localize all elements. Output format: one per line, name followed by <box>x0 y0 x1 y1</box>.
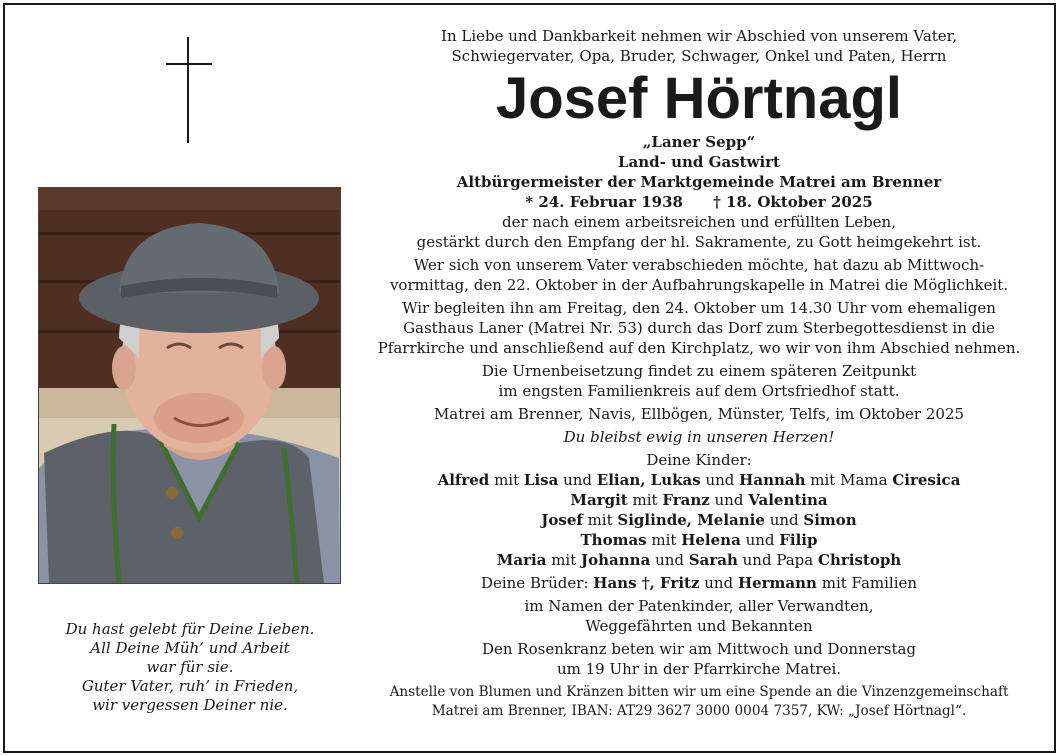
office: Altbürgermeister der Marktgemeinde Matrei am Brenner <box>456 173 942 191</box>
godchildren-line: im Namen der Patenkinder, aller Verwandten, <box>524 597 874 615</box>
rosary-line: um 19 Uhr in der Pfarrkirche Matrei. <box>556 660 842 678</box>
connector-text: mit <box>646 531 682 549</box>
family-name: Helena <box>681 531 741 549</box>
funeral-line: Wir begleiten ihn am Freitag, den 24. Oktober um 14.30 Uhr vom ehemaligen <box>402 299 996 317</box>
family-name: Franz <box>662 491 710 509</box>
connector-text: mit Mama <box>805 471 893 489</box>
nickname: „Laner Sepp“ <box>642 133 756 151</box>
children-row <box>374 470 1024 490</box>
family-name: Johanna <box>581 551 651 569</box>
poem-line: wir vergessen Deiner nie. <box>92 696 288 714</box>
family-name: Margit <box>570 491 628 509</box>
profession: Land- und Gastwirt <box>618 153 780 171</box>
motto: Du bleibst ewig in unseren Herzen! <box>563 428 835 446</box>
passing-line: gestärkt durch den Empfang der hl. Sakramente, zu Gott heimgekehrt ist. <box>416 233 982 251</box>
poem-line: Du hast gelebt für Deine Lieben. <box>65 620 315 638</box>
children-row <box>374 530 1024 550</box>
godchildren-line: Weggefährten und Bekannten <box>585 617 813 635</box>
family-name: Valentina <box>748 491 828 509</box>
connector-text: mit Familien <box>816 574 918 592</box>
funeral-line: Gasthaus Laner (Matrei Nr. 53) durch das Dorf zum Sterbegottesdienst in die <box>403 319 995 337</box>
poem-line: war für sie. <box>146 658 234 676</box>
portrait-photo <box>38 187 341 584</box>
death-date: † 18. Oktober 2025 <box>712 193 873 211</box>
connector-text: und Papa <box>737 551 818 569</box>
family-name: Josef <box>541 511 583 529</box>
children-list <box>374 470 1024 570</box>
urn-line: im engsten Familienkreis auf dem Ortsfriedhof statt. <box>498 382 900 400</box>
family-name: Alfred <box>437 471 490 489</box>
children-row <box>374 510 1024 530</box>
birth-date: * 24. Februar 1938 <box>525 193 683 211</box>
viewing-line: vormittag, den 22. Oktober in der Aufbahrungskapelle in Matrei die Möglichkeit. <box>389 276 1009 294</box>
viewing-line: Wer sich von unserem Vater verabschieden möchte, hat dazu ab Mittwoch- <box>413 256 985 274</box>
connector-text: und <box>709 491 749 509</box>
deceased-name: Josef Hörtnagl <box>495 66 903 131</box>
family-name: Filip <box>779 531 818 549</box>
children-row <box>374 490 1024 510</box>
connector-text: und <box>700 471 740 489</box>
connector-text: und <box>740 531 780 549</box>
family-name: Thomas <box>580 531 647 549</box>
connector-text: Deine Brüder: <box>480 574 594 592</box>
place-date: Matrei am Brenner, Navis, Ellbögen, Münster, Telfs, im Oktober 2025 <box>433 405 965 423</box>
connector-text: und <box>764 511 804 529</box>
family-name: Hans †, Fritz <box>593 574 700 592</box>
urn-line: Die Urnenbeisetzung findet zu einem späteren Zeitpunkt <box>481 362 917 380</box>
connector-text: mit <box>546 551 582 569</box>
passing-line: der nach einem arbeitsreichen und erfüllten Leben, <box>501 213 896 231</box>
connector-text: mit <box>489 471 524 489</box>
poem-line: All Deine Müh’ und Arbeit <box>90 639 290 657</box>
children-heading: Deine Kinder: <box>646 451 752 469</box>
family-name: Ciresica <box>892 471 961 489</box>
family-name: Lisa <box>523 471 559 489</box>
notice-text <box>374 26 1024 721</box>
life-dates <box>374 192 1024 212</box>
intro-line: Schwiegervater, Opa, Bruder, Schwager, Onkel und Paten, Herrn <box>451 47 947 65</box>
family-name: Christoph <box>818 551 902 569</box>
connector-text: mit <box>582 511 618 529</box>
connector-text: und <box>650 551 689 569</box>
donation-line: Anstelle von Blumen und Kränzen bitten wir um eine Spende an die Vinzenzgemeinschaft <box>389 684 1009 700</box>
intro-line: In Liebe und Dankbarkeit nehmen wir Abschied von unserem Vater, <box>441 27 957 45</box>
children-row <box>374 550 1024 570</box>
family-name: Maria <box>496 551 547 569</box>
connector-text: und <box>699 574 738 592</box>
family-name: Siglinde, Melanie <box>617 511 765 529</box>
poem-line: Guter Vater, ruh’ in Frieden, <box>81 677 299 695</box>
family-name: Simon <box>803 511 857 529</box>
rosary-line: Den Rosenkranz beten wir am Mittwoch und Donnerstag <box>481 640 917 658</box>
donation-line: Matrei am Brenner, IBAN: AT29 3627 3000 0004 7357, KW: „Josef Hörtnagl“. <box>431 703 967 719</box>
family-name: Sarah <box>688 551 738 569</box>
family-name: Hannah <box>739 471 806 489</box>
brothers-line <box>374 573 1024 593</box>
connector-text: und <box>558 471 597 489</box>
memorial-poem <box>40 620 340 715</box>
family-name: Elian, Lukas <box>596 471 701 489</box>
funeral-line: Pfarrkirche und anschließend auf den Kirchplatz, wo wir von ihm Abschied nehmen. <box>377 339 1021 357</box>
connector-text: mit <box>627 491 663 509</box>
family-name: Hermann <box>737 574 817 592</box>
